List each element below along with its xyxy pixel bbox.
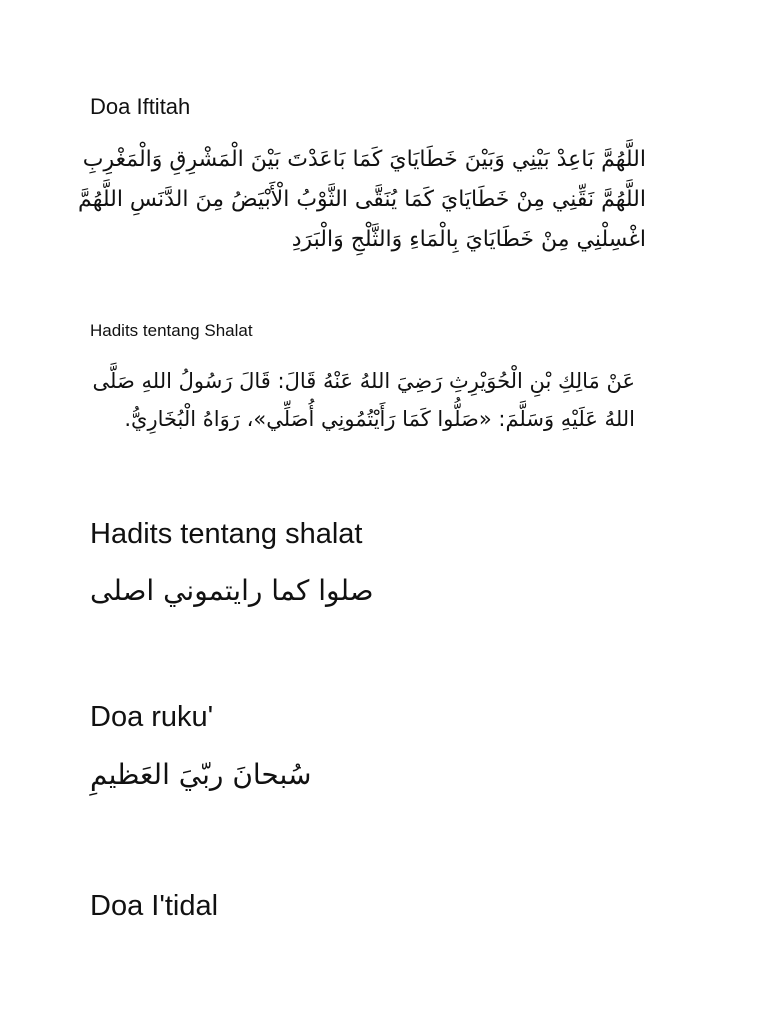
hadits-shalat-arabic-text: [90, 362, 635, 438]
hadits-shalat-line-1: عَنْ مَالِكِ بْنِ الْحُوَيْرِثِ رَضِيَ اللهُ عَنْهُ قَالَ: قَالَ رَسُولُ اللهِ صَلَّى: [92, 369, 635, 393]
doa-ruku-arabic-text: سُبحانَ ربّيَ العَظيمِ: [90, 758, 312, 791]
doa-iftitah-line-2: اللَّهُمَّ نَقِّنِي مِنْ خَطَايَايَ كَمَا يُنَقَّى الثَّوْبُ الْأَبْيَضُ مِنَ الدَّنَسِ اللَّهُمَّ: [78, 187, 646, 212]
hadits-shalat-line-2: اللهُ عَلَيْهِ وَسَلَّمَ: «صَلُّوا كَمَا رَأَيْتُمُونِي أُصَلِّي»، رَوَاهُ الْبُخَارِيُّ.: [124, 407, 635, 431]
doa-itidal-heading: Doa I'tidal: [90, 890, 219, 922]
doa-iftitah-line-3: اغْسِلْنِي مِنْ خَطَايَايَ بِالْمَاءِ وَالثَّلْجِ وَالْبَرَدِ: [291, 227, 646, 252]
hadits-short-heading: Hadits tentang shalat: [90, 518, 363, 550]
doa-ruku-heading: Doa ruku': [90, 701, 214, 733]
doa-iftitah-line-1: اللَّهُمَّ بَاعِدْ بَيْنِي وَبَيْنَ خَطَايَايَ كَمَا بَاعَدْتَ بَيْنَ الْمَشْرِقِ وَالْمَغْرِبِ: [82, 147, 646, 172]
doa-iftitah-arabic-text: [78, 140, 646, 260]
doa-iftitah-heading: Doa Iftitah: [90, 94, 191, 119]
hadits-shalat-heading: Hadits tentang Shalat: [90, 321, 253, 340]
hadits-short-arabic-text: صلوا كما رايتموني اصلى: [90, 574, 374, 607]
